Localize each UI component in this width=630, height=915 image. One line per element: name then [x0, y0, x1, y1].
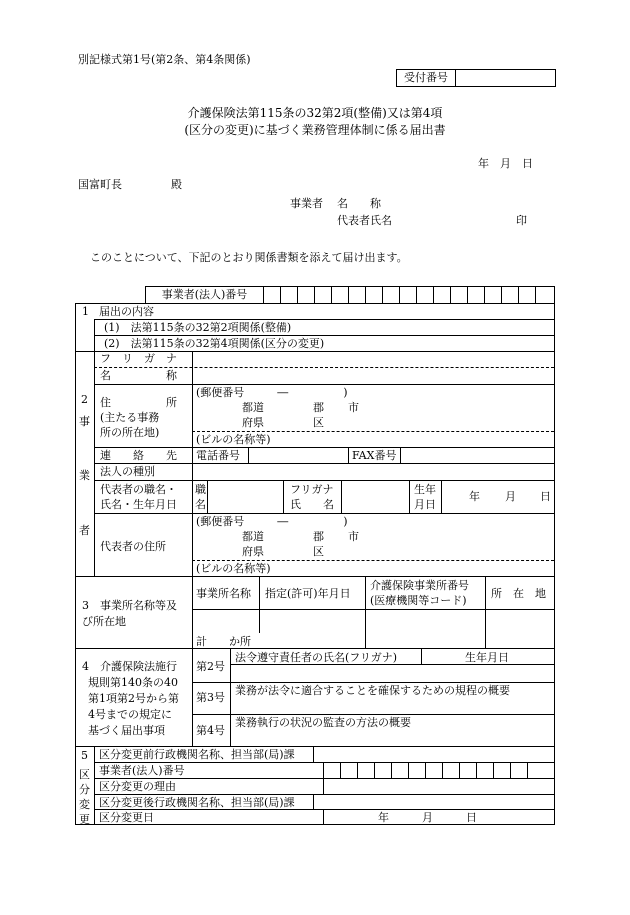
- rep-prefecture-bottom: 府県: [242, 545, 264, 558]
- new-agency-field[interactable]: [315, 796, 552, 808]
- receipt-number-label: 受付番号: [397, 70, 456, 86]
- section4-label-1: 4 介護保険法施行: [82, 660, 177, 673]
- document-title-line2: (区分の変更)に基づく業務管理体制に係る届出書: [184, 123, 446, 137]
- section3-label-2: び所在地: [82, 615, 126, 628]
- representative-title-label-1: 代表者の職名・: [100, 483, 177, 496]
- receipt-number-value[interactable]: [456, 70, 555, 86]
- item-no2-label: 第2号: [196, 660, 225, 673]
- section4-label-5: 基づく届出事項: [88, 724, 165, 737]
- rules-summary-field[interactable]: [232, 699, 552, 713]
- location-header: 所 在 地: [491, 587, 546, 600]
- name-label: 名 称: [100, 369, 177, 382]
- rep-prefecture-top: 都道: [242, 530, 264, 543]
- district-label: 郡: [313, 401, 324, 414]
- fax-field[interactable]: [402, 449, 552, 462]
- address-label: 住 所: [100, 396, 177, 409]
- corporation-type-label: 法人の種別: [100, 465, 155, 478]
- operator-number-label: 事業者(法人)番号: [161, 288, 248, 301]
- birth-day-label[interactable]: 日: [540, 490, 551, 503]
- audit-summary-label: 業務執行の状況の監査の方法の概要: [235, 716, 411, 729]
- birth-label-1: 生年: [414, 483, 436, 496]
- receipt-number-box: [396, 69, 556, 87]
- address-sub-label-1: (主たる事務: [100, 411, 160, 424]
- section2-char-1: 事: [79, 415, 90, 428]
- section5-char-1: 区: [79, 768, 90, 781]
- fax-label: FAX番号: [352, 449, 397, 462]
- change-reason-label: 区分変更の理由: [99, 780, 176, 793]
- section5-char-3: 変: [79, 798, 90, 811]
- birth-year-label[interactable]: 年: [469, 490, 480, 503]
- compliance-officer-label: 法令遵守責任者の氏名(フリガナ): [235, 651, 398, 664]
- representative-name-label-cell: 氏 名: [290, 498, 334, 511]
- rep-building-name-field[interactable]: (ビルの名称等): [196, 562, 271, 575]
- section2-number: 2: [81, 393, 88, 406]
- section4-label-2: 規則第140条の40: [88, 676, 178, 689]
- birth-label-2: 月日: [414, 498, 436, 511]
- representative-address-label: 代表者の住所: [100, 540, 166, 553]
- rep-city-label: 市: [348, 530, 359, 543]
- phone-label: 電話番号: [196, 449, 240, 462]
- section2-char-3: 者: [79, 524, 90, 537]
- seal-mark: 印: [516, 214, 527, 227]
- honorific: 殿: [171, 178, 182, 191]
- care-insurance-number-header-2: (医療機関等コード): [370, 594, 467, 607]
- rep-district-label: 郡: [313, 530, 324, 543]
- office-entry-row[interactable]: [194, 611, 552, 631]
- item-no3-label: 第3号: [196, 691, 225, 704]
- option-2-category-change[interactable]: (2) 法第115条の32第4項関係(区分の変更): [104, 337, 325, 350]
- compliance-officer-field[interactable]: [232, 666, 552, 680]
- representative-title-label-2: 氏名・生年月日: [100, 498, 177, 511]
- position-label-2: 名: [195, 498, 206, 511]
- office-total-count[interactable]: 計 か所: [196, 635, 251, 648]
- section5-char-4: 更: [79, 813, 90, 826]
- item-no4-label: 第4号: [196, 724, 225, 737]
- section3-label-1: 3 事業所名称等及: [82, 599, 177, 612]
- representative-furigana-label: フリガナ: [290, 483, 334, 496]
- rep-postal-code-field[interactable]: (郵便番号 ― ): [196, 515, 348, 528]
- compliance-officer-birthdate-label: 生年月日: [465, 651, 509, 664]
- building-name-field[interactable]: (ビルの名称等): [196, 433, 271, 446]
- representative-position-field[interactable]: [209, 482, 281, 511]
- representative-name-label: 代表者氏名: [337, 214, 392, 227]
- submission-date[interactable]: 年 月 日: [478, 157, 533, 170]
- ward-label: 区: [313, 416, 324, 429]
- rep-ward-label: 区: [313, 545, 324, 558]
- section4-label-3: 第1項第2号から第: [88, 692, 179, 705]
- form-id: 別記様式第1号(第2条、第4条関係): [78, 53, 251, 66]
- designation-date-header: 指定(許可)年月日: [265, 587, 351, 600]
- postal-code-field[interactable]: (郵便番号 ― ): [196, 386, 348, 399]
- change-date-field[interactable]: 年 月 日: [378, 811, 477, 824]
- phone-field[interactable]: [250, 449, 346, 462]
- operator-label: 事業者: [290, 197, 323, 210]
- section1-title: 届出の内容: [99, 305, 154, 318]
- change-date-label: 区分変更日: [99, 811, 154, 824]
- operator-name-label: 名 称: [337, 197, 381, 210]
- operator-name-field[interactable]: [194, 369, 552, 383]
- birth-month-label[interactable]: 月: [505, 490, 516, 503]
- intro-text: このことについて、下記のとおり関係書類を添えて届け出ます。: [90, 251, 408, 264]
- care-insurance-number-header-1: 介護保険事業所番号: [370, 579, 469, 592]
- section2-char-2: 業: [79, 469, 90, 482]
- audit-summary-field[interactable]: [232, 731, 552, 744]
- section5-char-2: 分: [79, 783, 90, 796]
- contact-label: 連 絡 先: [100, 449, 177, 462]
- section5-number: 5: [81, 749, 88, 762]
- position-label-1: 職: [195, 483, 206, 496]
- address-sub-label-2: 所の所在地): [100, 426, 160, 439]
- previous-agency-label: 区分変更前行政機関名称、担当部(局)課: [99, 748, 295, 761]
- document-title-line1: 介護保険法第115条の32第2項(整備)又は第4項: [187, 106, 443, 120]
- change-reason-field[interactable]: [325, 780, 552, 793]
- section1-number: 1: [82, 305, 89, 318]
- addressee: 国富町長: [78, 178, 122, 191]
- new-agency-label: 区分変更後行政機関名称、担当部(局)課: [99, 796, 295, 809]
- previous-operator-number-label: 事業者(法人)番号: [99, 764, 185, 777]
- previous-agency-field[interactable]: [315, 748, 552, 761]
- prefecture-bottom: 府県: [242, 416, 264, 429]
- corporation-type-field[interactable]: [194, 465, 552, 478]
- rules-summary-label: 業務が法令に適合することを確保するための規程の概要: [235, 684, 510, 697]
- office-name-header: 事業所名称: [196, 587, 251, 600]
- option-1-consolidation[interactable]: (1) 法第115条の32第2項関係(整備): [104, 321, 292, 334]
- furigana-label: フ リ ガ ナ: [100, 352, 177, 365]
- section4-label-4: 4号までの規定に: [88, 708, 172, 721]
- prefecture-top: 都道: [242, 401, 264, 414]
- city-label: 市: [348, 401, 359, 414]
- operator-furigana-field[interactable]: [194, 352, 552, 366]
- representative-name-field[interactable]: [343, 482, 407, 511]
